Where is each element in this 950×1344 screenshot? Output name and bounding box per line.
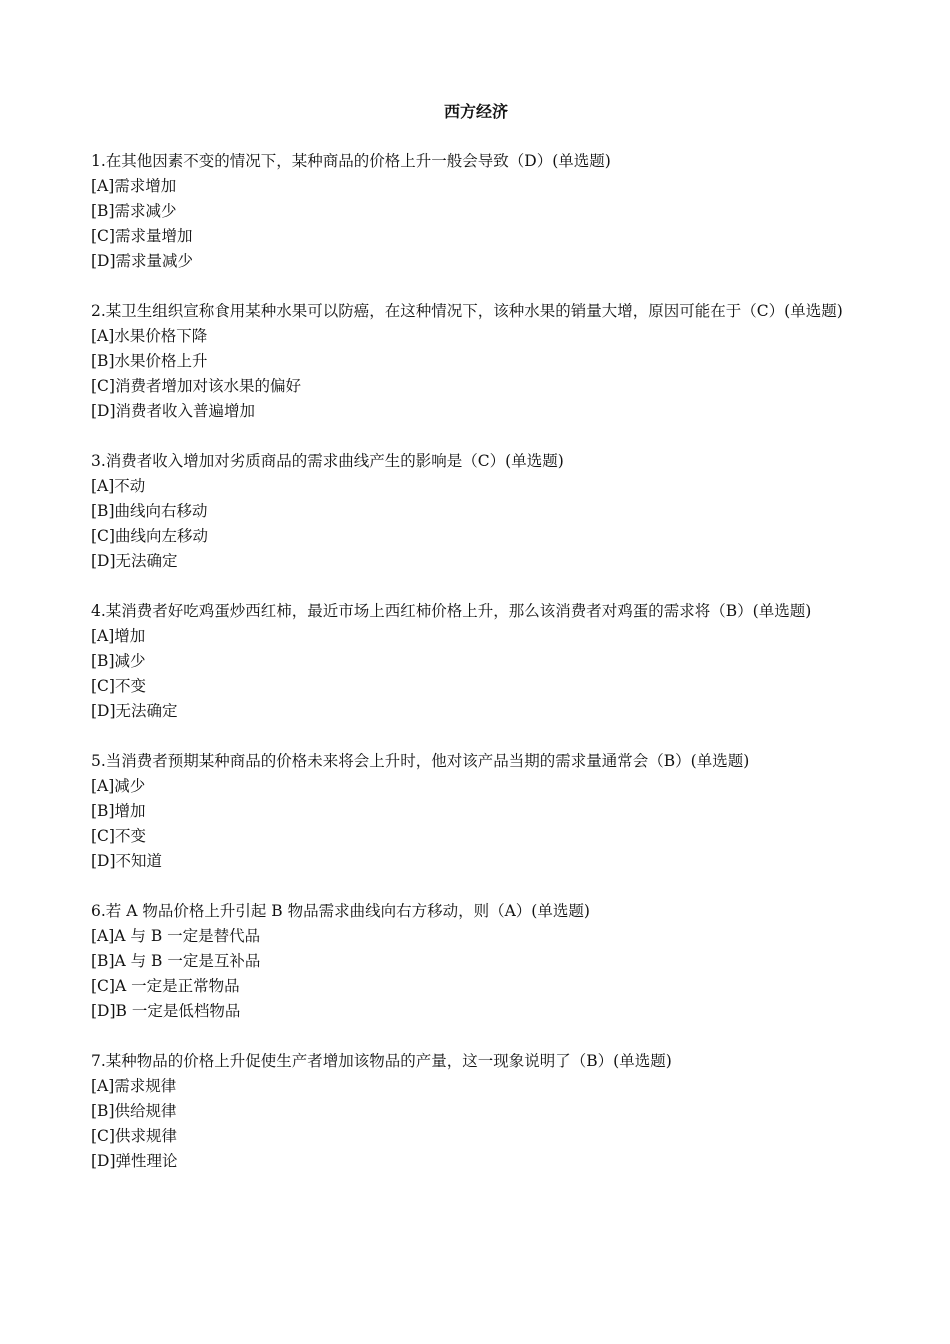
option-c: [C]不变 [91, 827, 146, 845]
option-d: [D]无法确定 [91, 552, 178, 570]
question-7 [91, 1049, 861, 1174]
question-1 [91, 149, 861, 274]
question-5 [91, 749, 861, 874]
option-b: [B]减少 [91, 652, 146, 670]
option-a: [A]需求增加 [91, 177, 177, 195]
option-c: [C]消费者增加对该水果的偏好 [91, 377, 301, 395]
question-3 [91, 449, 861, 574]
question-text: 4.某消费者好吃鸡蛋炒西红柿，最近市场上西红柿价格上升，那么该消费者对鸡蛋的需求将（B）(单选题) [91, 602, 812, 620]
option-d: [D]B 一定是低档物品 [91, 1002, 241, 1020]
option-d: [D]需求量减少 [91, 252, 194, 270]
option-d: [D]弹性理论 [91, 1152, 178, 1170]
option-c: [C]曲线向左移动 [91, 527, 208, 545]
option-d: [D]不知道 [91, 852, 163, 870]
option-c: [C]A 一定是正常物品 [91, 977, 240, 995]
option-a: [A]水果价格下降 [91, 327, 208, 345]
question-text: 7.某种物品的价格上升促使生产者增加该物品的产量，这一现象说明了（B）(单选题) [91, 1052, 672, 1070]
question-4 [91, 599, 861, 724]
question-2 [91, 299, 861, 424]
option-a: [A]增加 [91, 627, 146, 645]
option-d: [D]无法确定 [91, 702, 178, 720]
option-c: [C]需求量增加 [91, 227, 193, 245]
option-b: [B]曲线向右移动 [91, 502, 208, 520]
question-text: 1.在其他因素不变的情况下，某种商品的价格上升一般会导致（D）(单选题) [91, 152, 611, 170]
option-c: [C]不变 [91, 677, 146, 695]
option-a: [A]减少 [91, 777, 146, 795]
option-c: [C]供求规律 [91, 1127, 177, 1145]
option-a: [A]需求规律 [91, 1077, 177, 1095]
question-text: 3.消费者收入增加对劣质商品的需求曲线产生的影响是（C）(单选题) [91, 452, 564, 470]
option-b: [B]增加 [91, 802, 146, 820]
question-text: 5.当消费者预期某种商品的价格未来将会上升时，他对该产品当期的需求量通常会（B）(单选题) [91, 752, 750, 770]
option-a: [A]不动 [91, 477, 146, 495]
option-a: [A]A 与 B 一定是替代品 [91, 927, 261, 945]
question-6 [91, 899, 861, 1024]
question-text: 2.某卫生组织宣称食用某种水果可以防癌，在这种情况下，该种水果的销量大增，原因可能在于（C）(单选题) [91, 302, 843, 320]
option-b: [B]A 与 B 一定是互补品 [91, 952, 261, 970]
option-b: [B]供给规律 [91, 1102, 177, 1120]
question-text: 6.若 A 物品价格上升引起 B 物品需求曲线向右方移动，则（A）(单选题) [91, 902, 590, 920]
option-b: [B]水果价格上升 [91, 352, 208, 370]
document-title: 西方经济 [443, 102, 508, 121]
option-b: [B]需求减少 [91, 202, 177, 220]
option-d: [D]消费者收入普遍增加 [91, 402, 256, 420]
document-page [91, 100, 861, 1199]
